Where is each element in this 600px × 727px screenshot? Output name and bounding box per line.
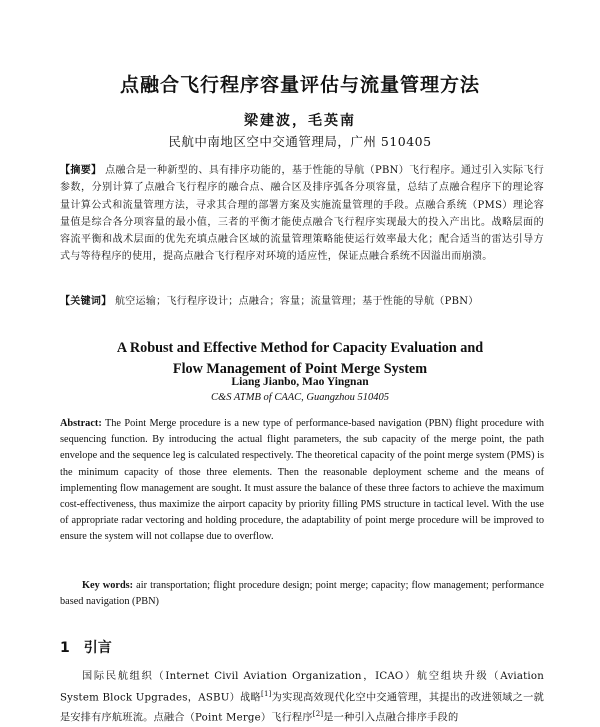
section-title: 引言 — [83, 640, 112, 656]
intro-text-2: 为实现高效现代化空中交通管理，其提出的改进领域之一就是安排有序航班流。点融合（Point Merge）飞行程序 — [60, 691, 544, 724]
english-keywords-label: Key words: — [82, 580, 134, 591]
english-keywords — [60, 578, 544, 610]
english-title — [0, 338, 600, 380]
chinese-keywords — [60, 293, 544, 310]
intro-text-3: 是一种引入点融合排序手段的 — [323, 712, 459, 724]
chinese-abstract-text: 点融合是一种新型的、具有排序功能的，基于性能的导航（PBN）飞行程序。通过引入实际飞行参数，分别计算了点融合飞行程序的融合点、融合区及排序弧各分项容量，总结了点融合程序下的理论容量计算公式和流量管理方法，寻求其合理的部署方案及实施流量管理的手段。点融合系统（PMS）理论容量值是综合各分项容量的最小值，三者的平衡才能使点融合飞行程序实现最大的投入产出比。战略层面的容流平衡和战术层面的优先充填点融合区域的流量管理策略能使运行效率最大化；配合适当的雷达引导方式与等待程序的使用，提高点融合飞行程序对环境的适应性，保证点融合系统不因溢出而崩溃。 — [60, 165, 545, 263]
chinese-affiliation: 民航中南地区空中交通管理局，广州 510405 — [168, 134, 432, 149]
english-keywords-text: air transportation; flight procedure design; point merge; capacity; flow management; performance based navigation (PBN) — [60, 580, 544, 608]
english-abstract-label: Abstract: — [60, 418, 102, 429]
chinese-keywords-label: 【关键词】 — [60, 296, 112, 307]
reference-1: [1] — [261, 689, 272, 698]
chinese-abstract-label: 【摘要】 — [60, 165, 102, 176]
chinese-authors: 梁建波，毛英南 — [244, 113, 356, 129]
chinese-title: 点融合飞行程序容量评估与流量管理方法 — [119, 74, 480, 96]
english-authors: Liang Jianbo, Mao Yingnan — [231, 376, 369, 388]
chinese-abstract — [60, 162, 544, 266]
chinese-keywords-text: 航空运输；飞行程序设计；点融合；容量；流量管理；基于性能的导航（PBN） — [114, 296, 479, 307]
english-affiliation: C&S ATMB of CAAC, Guangzhou 510405 — [211, 392, 389, 403]
english-abstract — [60, 416, 544, 546]
english-title-line2: Flow Management of Point Merge System — [172, 361, 428, 377]
reference-2: [2] — [312, 710, 324, 719]
section-number: 1 — [60, 640, 70, 656]
introduction-paragraph — [60, 668, 544, 727]
intro-text-1: 国际民航组织（Internet Civil Aviation Organization，ICAO）航空组块升级（Aviation System Block Upgrades，ASBU）战略 — [60, 671, 544, 703]
english-abstract-text: The Point Merge procedure is a new type of performance-based navigation (PBN) flight procedure with sequencing function. By introducing the actual flight parameters, the sub capacity of the merge point, the path envelope and the sequence leg is calculated respectively. The theoretical capacity of the point merge system (PMS) is the minimum capacity of those three elements. Then the reasonable deployment scheme and the means of implementing flow management are sought. It must assure the balance of these three factors to achieve the maximum cost-effectiveness, thus maximize the airport capacity by priority filling PMS structure in tactical level. With the use of appropriate radar vectoring and holding procedure, the adaptability of point merge procedure will be improved to ensure the system will not collapse due to overflow. — [60, 418, 544, 543]
english-title-line1: A Robust and Effective Method for Capacity Evaluation and — [116, 340, 484, 356]
section-heading — [60, 637, 126, 657]
